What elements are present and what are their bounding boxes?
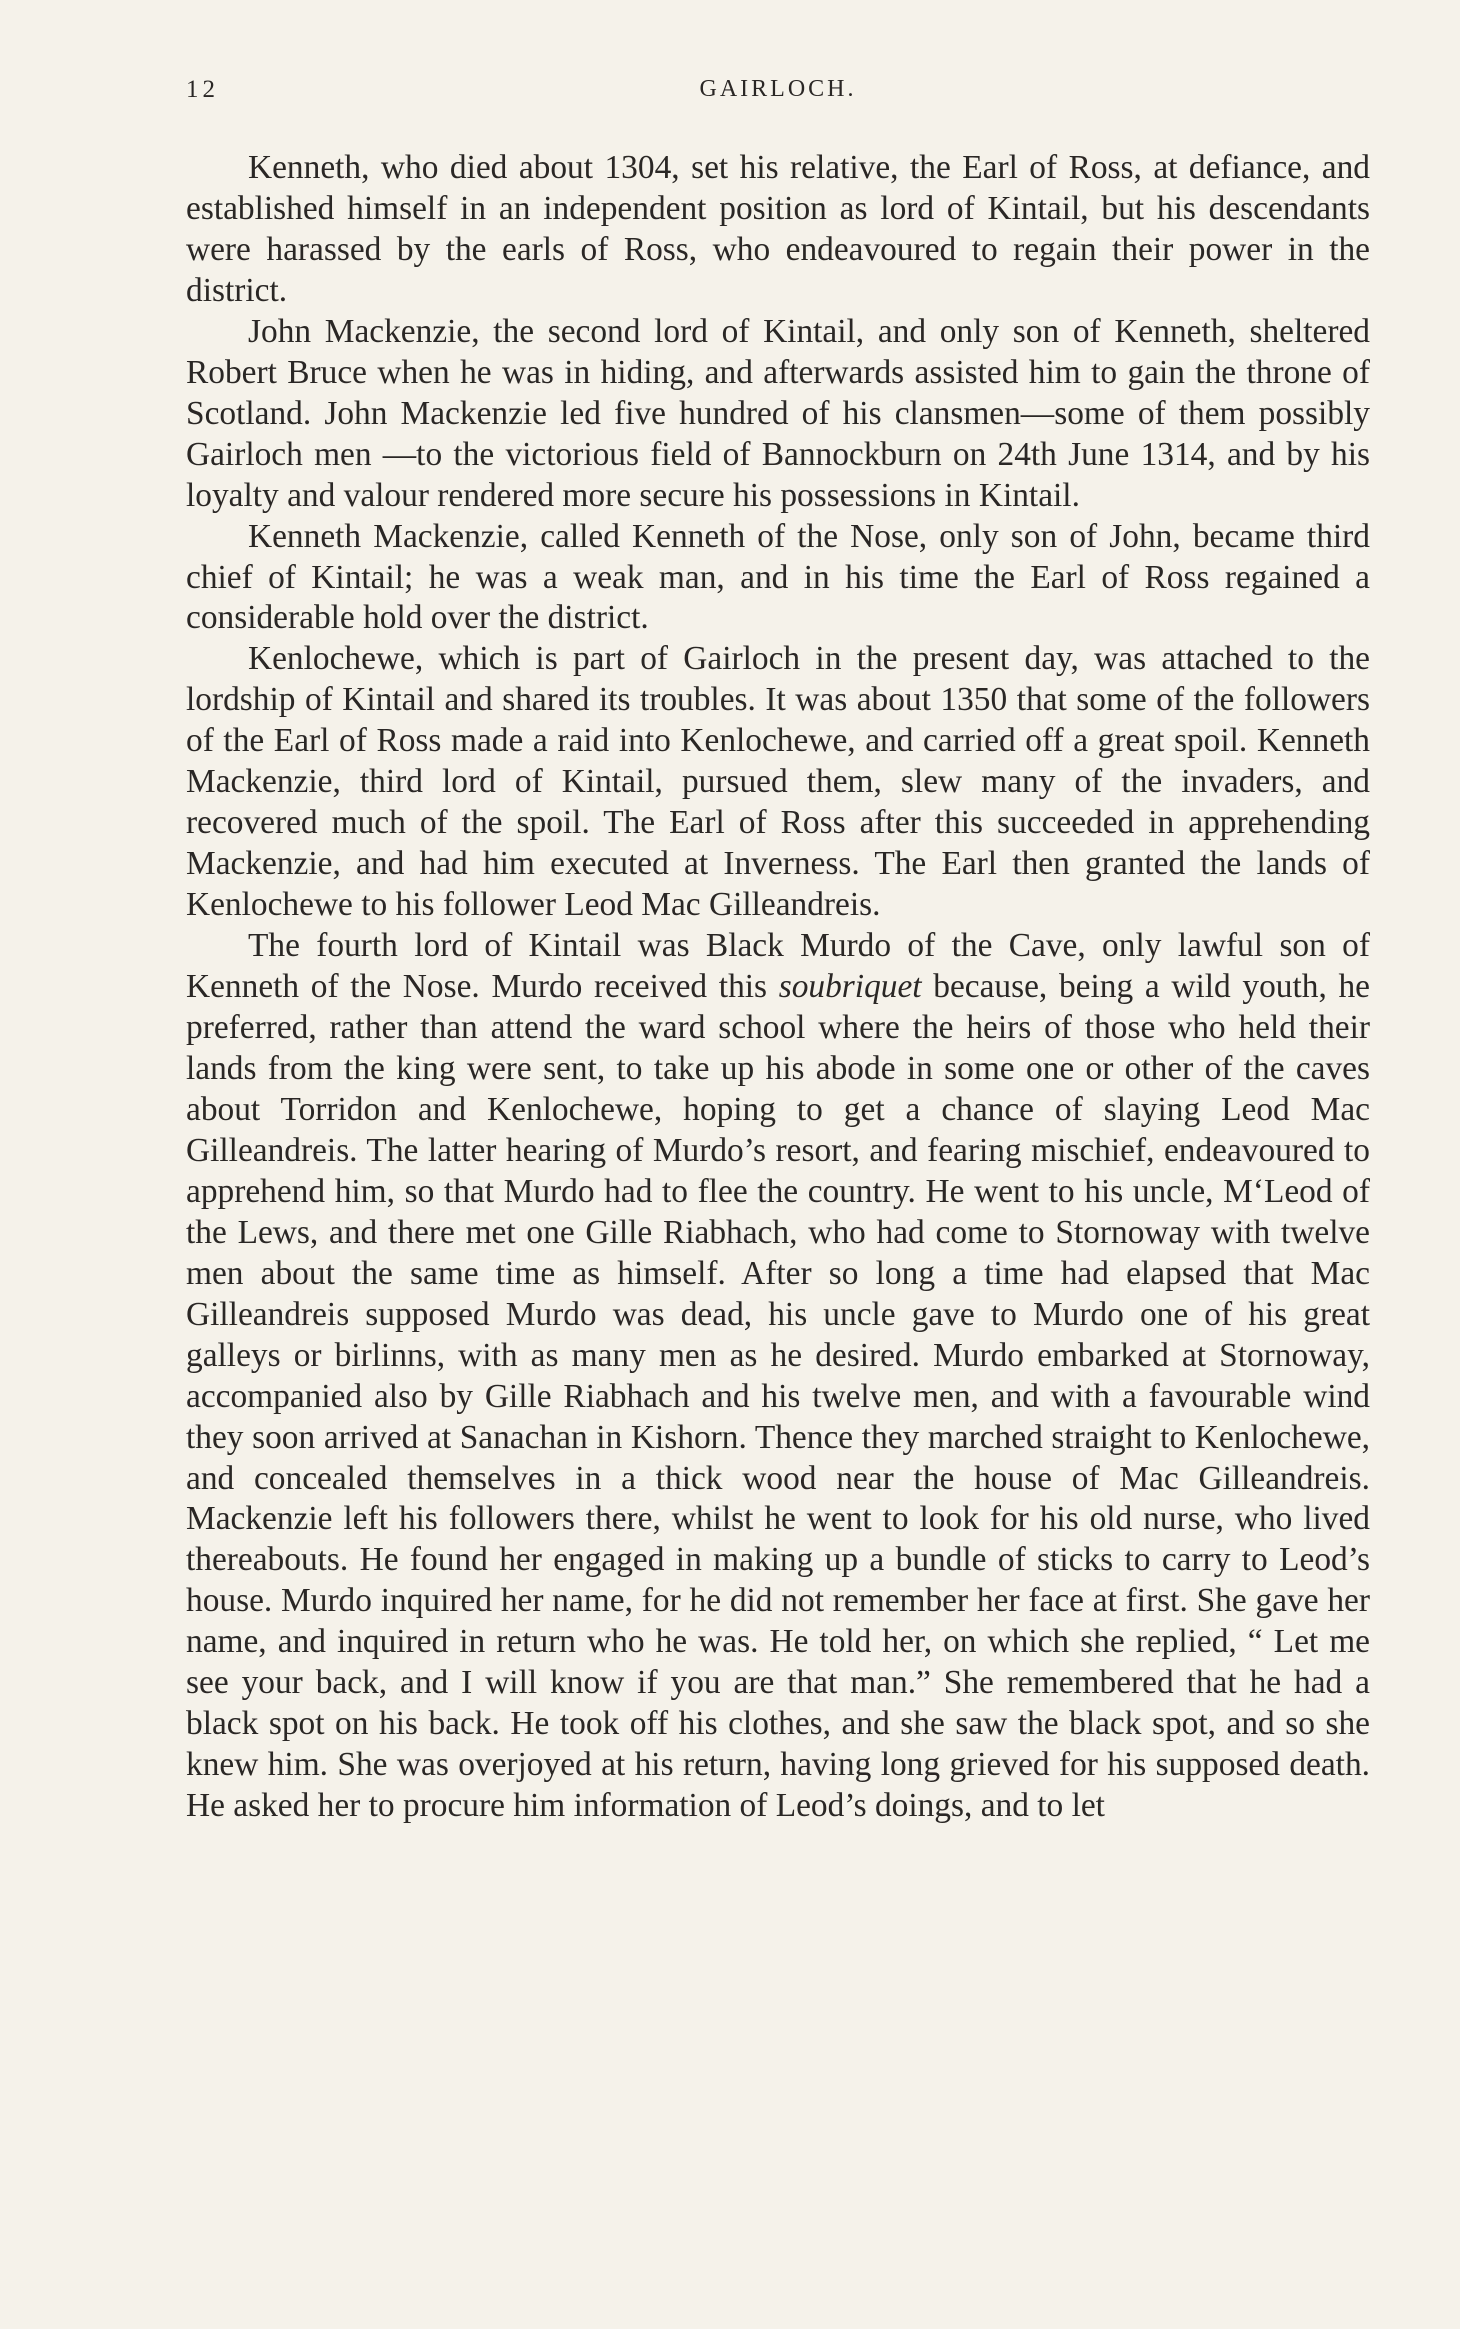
- paragraph: Kenneth, who died about 1304, set his relative, the Earl of Ross, at defiance, and established himself in an independent position as lord of Kintail, but his descendants were harassed by the earls of Ross, who endeavoured to regain their power in the district.: [186, 149, 1370, 309]
- italic-term: soubriquet: [778, 968, 922, 1006]
- paragraph: [186, 926, 1370, 1827]
- paragraph-text: because, being a wild youth, he preferred, rather than attend the ward school where the heirs of those who held their lands from the king were sent, to take up his abode in some one or other of the caves about Torridon and Kenlochewe, hoping to get a chance of slaying Leod Mac Gilleandreis. The latter hearing of Murdo’s resort, and fearing mischief, endeavoured to apprehend him, so that Murdo had to flee the country. He went to his uncle, M‘Leod of the Lews, and there met one Gille Riabhach, who had come to Stornoway with twelve men about the same time as himself. After so long a time had elapsed that Mac Gilleandreis supposed Murdo was dead, his uncle gave to Murdo one of his great galleys or birlinns, with as many men as he desired. Murdo embarked at Stornoway, accompanied also by Gille Riabhach and his twelve men, and with a favourable wind they soon arrived at Sanachan in Kishorn. Thence they marched straight to Kenlochewe, and concealed themselves in a thick wood near the house of Mac Gilleandreis. Mackenzie left his followers there, whilst he went to look for his old nurse, who lived thereabouts. He found her engaged in making up a bundle of sticks to carry to Leod’s house. Murdo inquired her name, for he did not remember her face at first. She gave her name, and inquired in return who he was. He told her, on which she replied, “ Let me see your back, and I will know if you are that man.” She remembered that he had a black spot on his back. He took off his clothes, and she saw the black spot, and so she knew him. She was overjoyed at his return, having long grieved for his supposed death. He asked her to procure him information of Leod’s doings, and to let: [186, 968, 1370, 1825]
- paragraph-text: The fourth lord of Kintail was Black Murdo of the Cave, only lawful son of Kenneth of the Nose. Murdo received this: [186, 927, 1370, 1006]
- running-head: GAIRLOCH.: [699, 76, 857, 102]
- body-text: [186, 148, 1370, 1827]
- page-number: 12: [186, 76, 219, 103]
- paragraph: Kenlochewe, which is part of Gairloch in the present day, was attached to the lordship of Kintail and shared its troubles. It was about 1350 that some of the followers of the Earl of Ross made a raid into Kenlochewe, and carried off a great spoil. Kenneth Mackenzie, third lord of Kintail, pursued them, slew many of the invaders, and recovered much of the spoil. The Earl of Ross after this succeeded in apprehending Mackenzie, and had him executed at Inverness. The Earl then granted the lands of Kenlochewe to his follower Leod Mac Gilleandreis.: [186, 640, 1370, 924]
- paragraph: Kenneth Mackenzie, called Kenneth of the Nose, only son of John, became third chief of Kintail; he was a weak man, and in his time the Earl of Ross regained a considerable hold over the district.: [186, 517, 1370, 637]
- paragraph: John Mackenzie, the second lord of Kintail, and only son of Kenneth, sheltered Robert Bruce when he was in hiding, and afterwards assisted him to gain the throne of Scotland. John Mackenzie led five hundred of his clansmen—some of them possibly Gairloch men —to the victorious field of Bannockburn on 24th June 1314, and by his loyalty and valour rendered more secure his possessions in Kintail.: [186, 312, 1370, 514]
- page-header: [186, 76, 1370, 116]
